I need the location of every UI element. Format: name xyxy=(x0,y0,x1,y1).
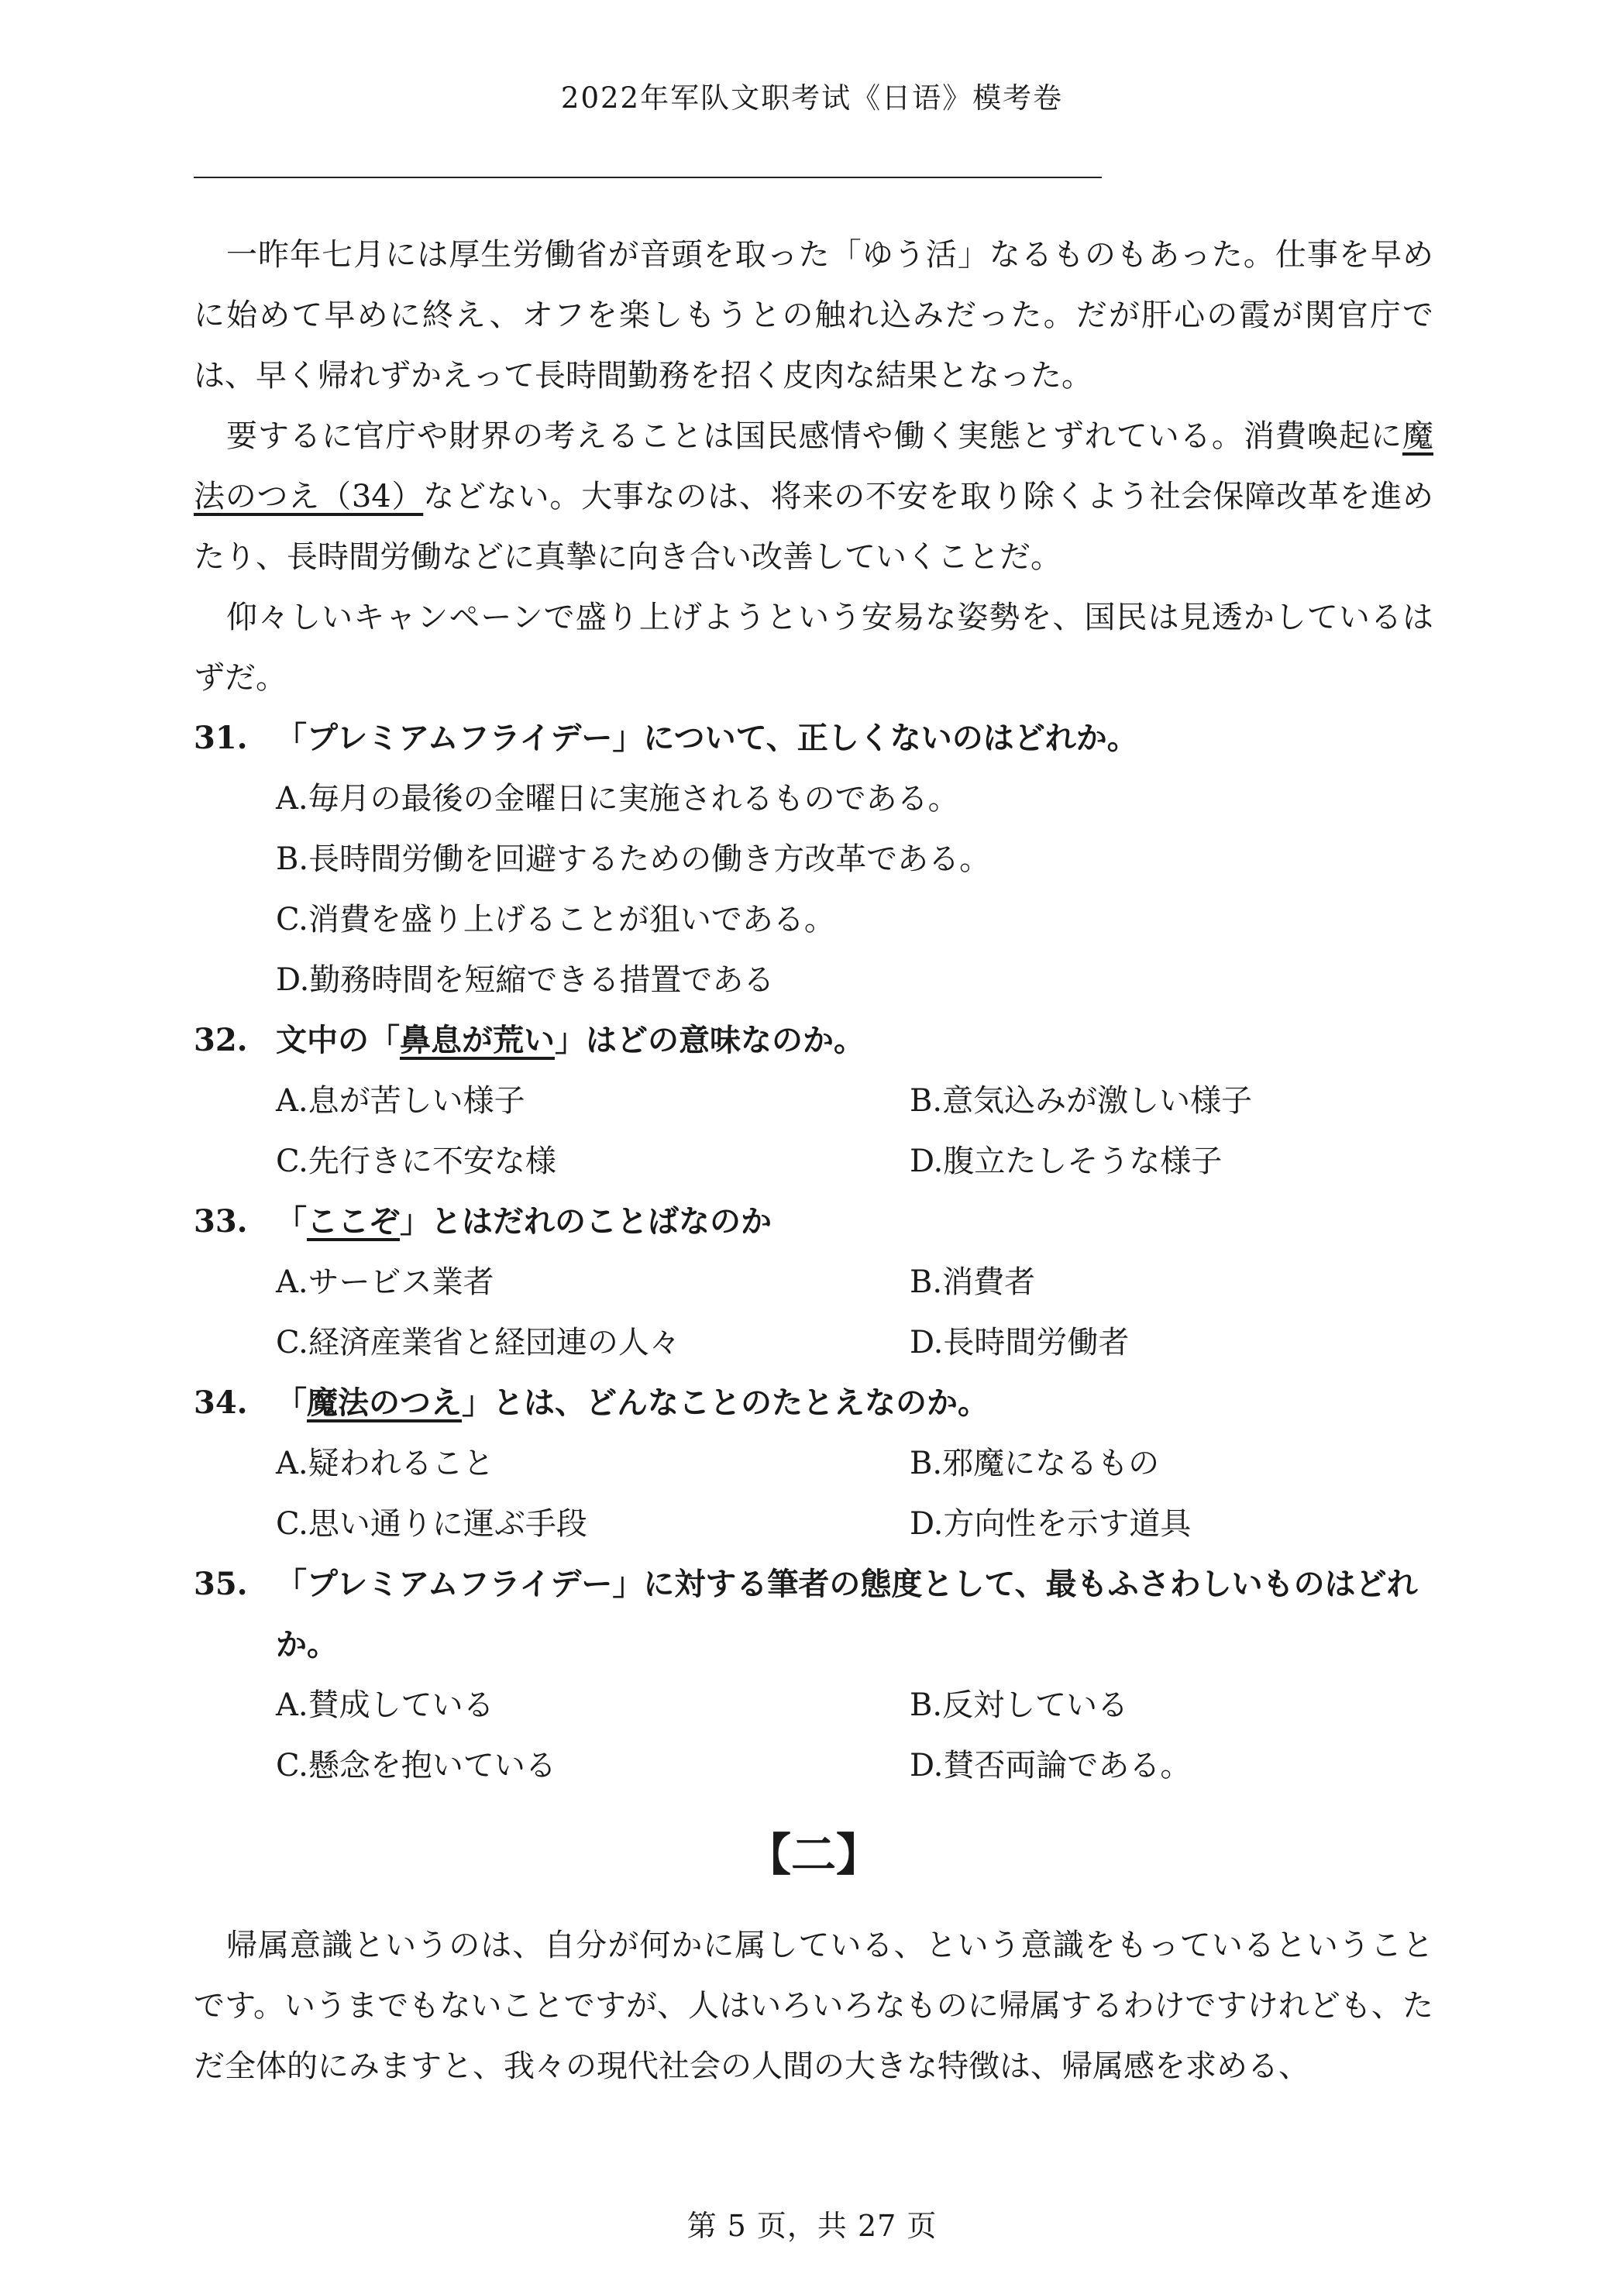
header-divider xyxy=(194,177,1102,178)
option-c: C.先行きに不安な様 xyxy=(276,1144,556,1179)
question-number: 31. xyxy=(194,720,248,756)
question-text: 「プレミアムフライデー」に対する筆者の態度として、最もふさわしいものはどれか。 xyxy=(276,1566,1418,1663)
option-row xyxy=(276,1071,1433,1131)
option-row xyxy=(276,1675,1433,1735)
option-d: D.長時間労働者 xyxy=(910,1325,1130,1360)
option-c: C.思い通りに運ぶ手段 xyxy=(276,1506,587,1542)
option-d: D.腹立たしそうな様子 xyxy=(910,1144,1223,1179)
option-b: B.邪魔になるもの xyxy=(910,1446,1160,1481)
page-header-title: 2022年军队文职考试《日语》模考卷 xyxy=(560,81,1064,115)
option-a: A.サービス業者 xyxy=(276,1264,494,1300)
option-a: A.賛成している xyxy=(276,1687,494,1723)
underlined-phrase: ここぞ xyxy=(307,1203,400,1240)
page-number: 第 5 页，共 27 页 xyxy=(686,2209,938,2243)
question-33 xyxy=(194,1192,1433,1252)
section-title: 【二】 xyxy=(745,1828,881,1881)
option-row xyxy=(276,1131,1433,1192)
option-row xyxy=(276,1494,1433,1554)
question-number: 34. xyxy=(194,1385,248,1421)
underlined-phrase: 魔法のつえ xyxy=(307,1385,462,1421)
option-d: D.勤務時間を短縮できる措置である xyxy=(276,962,775,998)
passage-paragraph-2-pre: 要するに官庁や財界の考えることは国民感情や働く実態とずれている。消費喚起に xyxy=(226,418,1402,454)
passage-paragraph-1: 一昨年七月には厚生労働省が音頭を取った「ゆう活」なるものもあった。仕事を早めに始めて早めに終え、オフを楽しもうとの触れ込みだった。だが肝心の霞が関官庁では、早く帰れずかえって長時間勤務を招く皮肉な結果となった。 xyxy=(194,237,1433,394)
option-row xyxy=(276,1252,1433,1312)
question-number: 32. xyxy=(194,1022,248,1058)
question-text-pre: 「 xyxy=(276,1203,307,1240)
question-31 xyxy=(194,708,1433,769)
option-c: C.経済産業省と経団連の人々 xyxy=(276,1325,680,1360)
option-c: C.懸念を抱いている xyxy=(276,1748,556,1784)
option-d: D.方向性を示す道具 xyxy=(910,1506,1192,1542)
question-text-post: 」はどの意味なのか。 xyxy=(555,1022,865,1058)
option-b: B.長時間労働を回避するための働き方改革である。 xyxy=(276,841,991,877)
question-text xyxy=(276,1192,1433,1252)
question-34 xyxy=(194,1373,1433,1433)
passage-paragraph-2 xyxy=(194,406,1433,587)
option-a: A.毎月の最後の金曜日に実施されるものである。 xyxy=(276,781,959,817)
underlined-phrase: 鼻息が荒い xyxy=(400,1022,555,1058)
question-number: 33. xyxy=(194,1203,248,1240)
question-32 xyxy=(194,1010,1433,1071)
passage-paragraph-3: 仰々しいキャンペーンで盛り上げようという安易な姿勢を、国民は見透かしているはずだ。 xyxy=(194,600,1433,696)
option-a: A.疑われること xyxy=(276,1446,494,1481)
question-number: 35. xyxy=(194,1566,248,1602)
option-a: A.息が苦しい様子 xyxy=(276,1083,525,1119)
option-row xyxy=(276,1735,1433,1796)
option-row xyxy=(276,1312,1433,1373)
option-d: D.賛否両論である。 xyxy=(910,1748,1192,1784)
option-c: C.消費を盛り上げることが狙いである。 xyxy=(276,902,835,937)
underlined-phrase-magic-wand: 魔法のつえ（34） xyxy=(194,418,1433,514)
question-text-post: 」とはだれのことばなのか xyxy=(400,1203,772,1240)
question-text xyxy=(276,1010,1433,1071)
option-b: B.意気込みが激しい様子 xyxy=(910,1083,1253,1119)
question-35 xyxy=(194,1554,1433,1675)
option-b: B.反対している xyxy=(910,1687,1129,1723)
page-content xyxy=(194,225,1433,2097)
question-text-post: 」とは、どんなことのたとえなのか。 xyxy=(462,1385,989,1421)
option-b: B.消費者 xyxy=(910,1264,1036,1300)
section-2-paragraph-1: 帰属意識というのは、自分が何かに属している、という意識をもっているということです。いうまでもないことですが、人はいろいろなものに帰属するわけですけれども、ただ全体的にみますと、我々の現代社会の人間の大きな特徴は、帰属感を求める、 xyxy=(194,1928,1433,2084)
option-row xyxy=(276,1433,1433,1494)
question-text: 「プレミアムフライデー」について、正しくないのはどれか。 xyxy=(276,720,1138,756)
question-text-pre: 文中の「 xyxy=(276,1022,400,1058)
question-text-pre: 「 xyxy=(276,1385,307,1421)
passage-paragraph-2-post: などない。大事なのは、将来の不安を取り除くよう社会保障改革を進めたり、長時間労働などに真摯に向き合い改善していくことだ。 xyxy=(194,479,1433,575)
question-text xyxy=(276,1373,1433,1433)
